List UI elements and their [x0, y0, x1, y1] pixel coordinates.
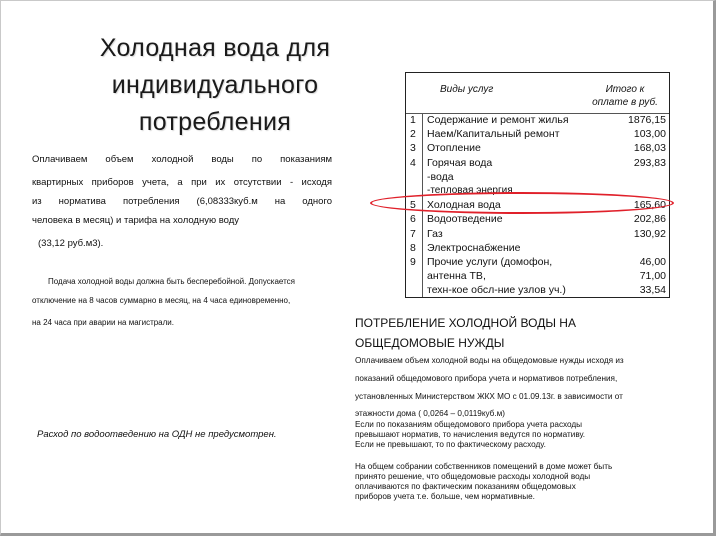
row-amount: 103,00	[633, 128, 666, 140]
row-number: 5	[410, 199, 416, 211]
row-service-name: Холодная вода	[427, 199, 501, 211]
common-text-line: оплачиваются по фактическим показаниям общедомовых	[355, 482, 576, 491]
row-service-name: Наем/Капитальный ремонт	[427, 128, 560, 140]
left-paragraph-line: из норматива потребления (6,08333куб.м на одного	[32, 196, 332, 207]
common-text-line: этажности дома ( 0,0264 – 0,0119куб.м)	[355, 409, 506, 418]
row-amount: 33,54	[639, 284, 666, 296]
common-heading: ОБЩЕДОМОВЫЕ НУЖДЫ	[355, 336, 505, 350]
table-header-total-line: оплате в руб.	[592, 97, 658, 108]
row-service-name: Прочие услуги (домофон,	[427, 256, 553, 268]
odn-note: Расход по водоотведению на ОДН не предусмотрен.	[37, 429, 277, 440]
row-sub-item: -тепловая энергия	[427, 185, 513, 196]
common-text-line: превышают норматив, то начисления ведутся по нормативу.	[355, 430, 586, 439]
title-line: Холодная вода для	[99, 34, 331, 62]
common-text-line: На общем собрании собственников помещений в доме может быть	[355, 462, 613, 471]
row-number: 7	[410, 228, 416, 240]
slide-title	[60, 30, 370, 141]
title-line: потребления	[138, 108, 292, 136]
row-amount: 71,00	[639, 270, 666, 282]
row-amount: 46,00	[639, 256, 666, 268]
row-service-name: Горячая вода	[427, 157, 493, 169]
common-text-line: Оплачиваем объем холодной воды на общедомовые нужды исходя из	[355, 356, 624, 365]
row-number: 3	[410, 142, 416, 154]
row-number: 9	[410, 256, 416, 268]
row-amount: 202,86	[633, 213, 666, 225]
row-amount: 165,60	[633, 199, 666, 211]
row-amount: 168,03	[633, 142, 666, 154]
supply-note-line: отключение на 8 часов суммарно в месяц, на 4 часа единовременно,	[32, 296, 291, 305]
row-service-name: Водоотведение	[427, 213, 503, 225]
common-text-line: показаний общедомового прибора учета и нормативов потребления,	[355, 374, 618, 383]
left-paragraph-line: (33,12 руб.м3).	[38, 238, 104, 249]
row-number: 4	[410, 157, 416, 169]
row-number: 6	[410, 213, 416, 225]
common-heading: ПОТРЕБЛЕНИЕ ХОЛОДНОЙ ВОДЫ НА	[355, 316, 576, 330]
row-number: 8	[410, 242, 416, 254]
common-text-line: Если по показаниям общедомового прибора учета расходы	[355, 420, 583, 429]
row-amount: 293,83	[633, 157, 666, 169]
title-line: индивидуального	[111, 71, 319, 99]
common-text-line: принято решение, что общедомовые расходы холодной воды	[355, 472, 591, 481]
common-text-line: установленных Министерством ЖКХ МО с 01.09.13г. в зависимости от	[355, 392, 623, 401]
row-sub-item: -вода	[427, 171, 454, 183]
row-service-name: Отопление	[427, 142, 481, 154]
row-service-name: Газ	[427, 228, 443, 240]
supply-note-line: на 24 часа при аварии на магистрали.	[32, 318, 174, 327]
supply-note-line: Подача холодной воды должна быть бесперебойной. Допускается	[48, 277, 295, 286]
row-sub-item: техн-кое обсл-ние узлов уч.)	[427, 284, 566, 296]
row-number: 1	[410, 114, 416, 126]
row-amount: 130,92	[633, 228, 666, 240]
row-service-name: Электроснабжение	[427, 242, 521, 254]
row-number: 2	[410, 128, 416, 140]
left-paragraph-line: человека в месяц) и тарифа на холодную воду	[32, 215, 240, 226]
row-service-name: Содержание и ремонт жилья	[427, 114, 569, 126]
row-sub-item: антенна ТВ,	[427, 270, 486, 282]
table-header-total-line: Итого к	[605, 84, 645, 95]
common-text-line: приборов учета т.е. больше, чем нормативные.	[355, 492, 535, 501]
common-text-line: Если не превышают, то по фактическому расходу.	[355, 440, 546, 449]
left-paragraph-line: квартирных приборов учета, а при их отсутствии - исходя	[32, 177, 332, 188]
row-amount: 1876,15	[628, 114, 666, 126]
table-header-total	[586, 83, 664, 109]
table-header-services: Виды услуг	[440, 84, 494, 95]
left-paragraph-line: Оплачиваем объем холодной воды по показаниям	[32, 154, 332, 165]
highlight-ellipse	[370, 192, 674, 214]
